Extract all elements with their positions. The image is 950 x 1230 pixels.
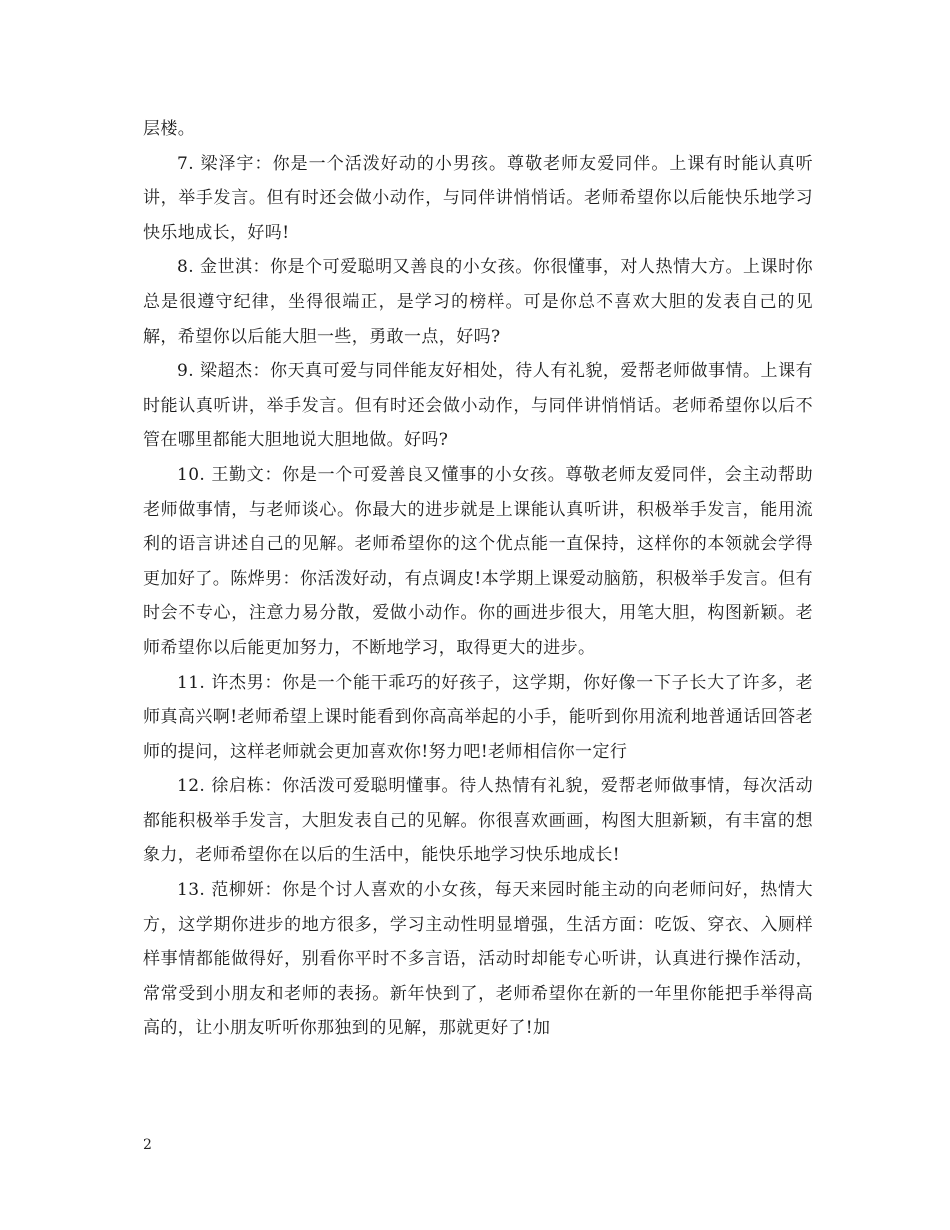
paragraph-comment-12: 12. 徐启栋：你活泼可爱聪明懂事。待人热情有礼貌，爱帮老师做事情，每次活动都能积极举手发言，大胆发表自己的见解。你很喜欢画画，构图大胆新颖，有丰富的想象力，老师希望你在以后的生活中，能快乐地学习快乐地成长! xyxy=(143,776,813,866)
document-body xyxy=(143,112,813,1046)
paragraph-comment-13: 13. 范柳妍：你是个讨人喜欢的小女孩，每天来园时能主动的向老师问好，热情大方，这学期你进步的地方很多，学习主动性明显增强，生活方面：吃饭、穿衣、入厕样样事情都能做得好，别看你平时不多言语，活动时却能专心听讲，认真进行操作活动，常常受到小朋友和老师的表扬。新年快到了，老师希望你在新的一年里你能把手举得高高的，让小朋友听听你那独到的见解，那就更好了!加 xyxy=(143,880,813,1039)
paragraph-comment-10: 10. 王勤文：你是一个可爱善良又懂事的小女孩。尊敬老师友爱同伴，会主动帮助老师做事情，与老师谈心。你最大的进步就是上课能认真听讲，积极举手发言，能用流利的语言讲述自己的见解。老师希望你的这个优点能一直保持，这样你的本领就会学得更加好了。陈烨男：你活泼好动，有点调皮!本学期上课爱动脑筋，积极举手发言。但有时会不专心，注意力易分散，爱做小动作。你的画进步很大，用笔大胆，构图新颖。老师希望你以后能更加努力，不断地学习，取得更大的进步。 xyxy=(143,464,813,658)
paragraph-comment-9: 9. 梁超杰：你天真可爱与同伴能友好相处，待人有礼貌，爱帮老师做事情。上课有时能认真听讲，举手发言。但有时还会做小动作，与同伴讲悄悄话。老师希望你以后不管在哪里都能大胆地说大胆地做。好吗? xyxy=(143,361,813,451)
paragraph-comment-11: 11. 许杰男：你是一个能干乖巧的好孩子，这学期，你好像一下子长大了许多，老师真高兴啊!老师希望上课时能看到你高高举起的小手，能听到你用流利地普通话回答老师的提问，这样老师就会更加喜欢你!努力吧!老师相信你一定行 xyxy=(143,672,813,762)
paragraph-comment-7: 7. 梁泽宇：你是一个活泼好动的小男孩。尊敬老师友爱同伴。上课有时能认真听讲，举手发言。但有时还会做小动作，与同伴讲悄悄话。老师希望你以后能快乐地学习快乐地成长，好吗! xyxy=(143,153,813,243)
page-number: 2 xyxy=(143,1137,152,1153)
paragraph-continuation: 层楼。 xyxy=(143,119,196,139)
paragraph-comment-8: 8. 金世淇：你是个可爱聪明又善良的小女孩。你很懂事，对人热情大方。上课时你总是很遵守纪律，坐得很端正，是学习的榜样。可是你总不喜欢大胆的发表自己的见解，希望你以后能大胆一些，勇敢一点，好吗? xyxy=(143,257,813,347)
